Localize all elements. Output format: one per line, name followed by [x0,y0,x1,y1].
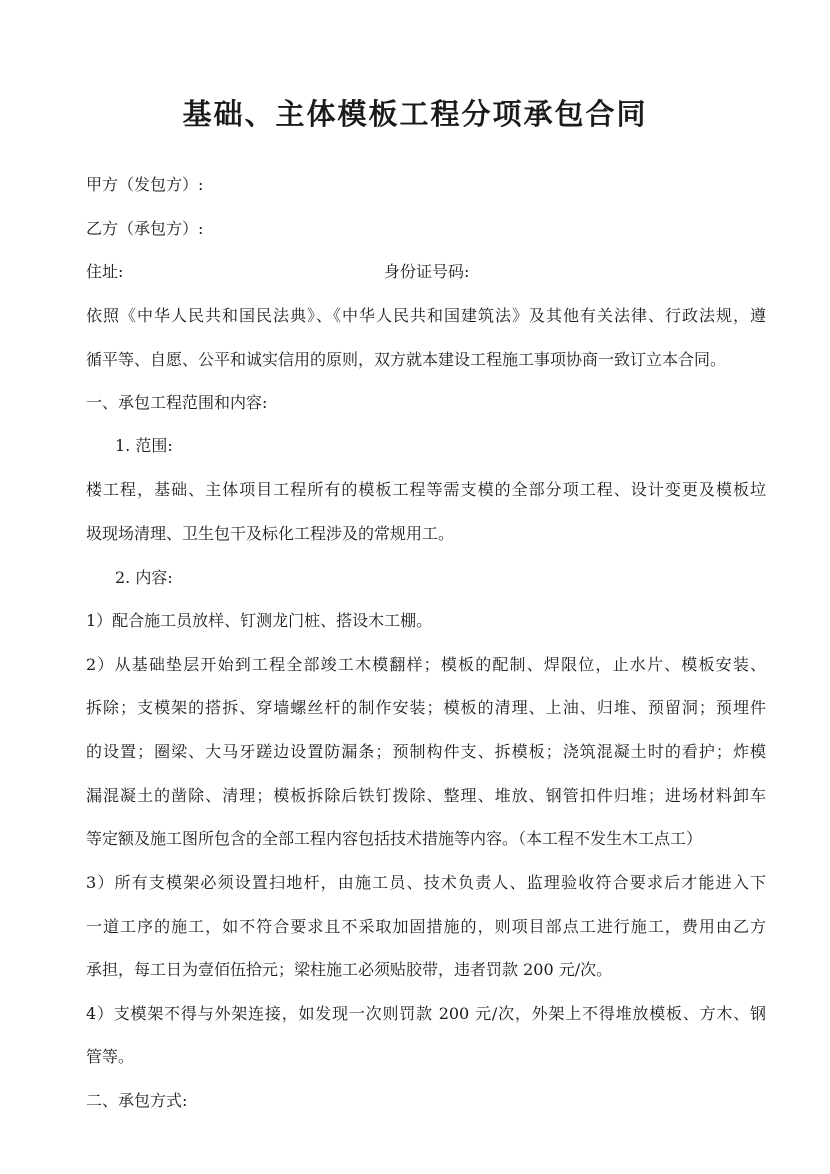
item-2-line-5: 等定额及施工图所包含的全部工程内容包括技术措施等内容。（本工程不发生木工点工） [86,829,703,848]
item-4-line-2: 管等。 [86,1047,135,1066]
scope-line-1: 楼工程，基础、主体项目工程所有的模板工程等需支模的全部分项工程、设计变更及模板垃 [86,480,766,499]
item-2-line-4: 漏混凝土的凿除、清理；模板拆除后铁钉拨除、整理、堆放、钢管扣件归堆；进场材料卸车 [86,786,766,805]
address-row [86,260,766,284]
party-b-label: 乙方（承包方）: [86,219,204,238]
intro-line-1: 依照《中华人民共和国民法典》、《中华人民共和国建筑法》及其他有关法律、行政法规，遵 [86,306,766,325]
item-1: 1）配合施工员放样、钉测龙门桩、搭设木工棚。 [86,611,433,630]
item-2-line-2: 拆除；支模架的搭拆、穿墙螺丝杆的制作安装；模板的清理、上油、归堆、预留洞；预埋件 [86,698,766,717]
item-2-line-1: 2）从基础垫层开始到工程全部竣工木模翻样；模板的配制、焊限位，止水片、模板安装、 [86,655,766,674]
document-title: 基础、主体模板工程分项承包合同 [182,97,648,131]
item-2-line-3: 的设置；圈梁、大马牙蹉边设置防漏条；预制构件支、拆模板；浇筑混凝土时的看护；炸模 [86,742,766,761]
item-3-line-3: 承担，每工日为壹佰伍拾元；梁柱施工必须贴胶带，违者罚款 200 元/次。 [86,960,613,979]
address-label: 住址: [86,262,124,281]
intro-line-2: 循平等、自愿、公平和诚实信用的原则，双方就本建设工程施工事项协商一致订立本合同。 [86,350,727,369]
section-2-heading: 二、承包方式: [86,1091,188,1110]
section-1-heading: 一、承包工程范围和内容: [86,393,268,412]
content-heading: 2. 内容: [115,568,173,587]
scope-heading: 1. 范围: [115,436,173,455]
item-3-line-1: 3）所有支模架必须设置扫地杆，由施工员、技术负责人、监理验收符合要求后才能进入下 [86,873,766,892]
party-a-label: 甲方（发包方）: [86,175,204,194]
id-number-label: 身份证号码: [384,262,470,281]
item-3-line-2: 一道工序的施工，如不符合要求且不采取加固措施的，则项目部点工进行施工，费用由乙方 [86,917,766,936]
item-4-line-1: 4）支模架不得与外架连接，如发现一次则罚款 200 元/次，外架上不得堆放模板、方木、钢 [86,1004,766,1023]
scope-line-2: 圾现场清理、卫生包干及标化工程涉及的常规用工。 [86,524,455,543]
